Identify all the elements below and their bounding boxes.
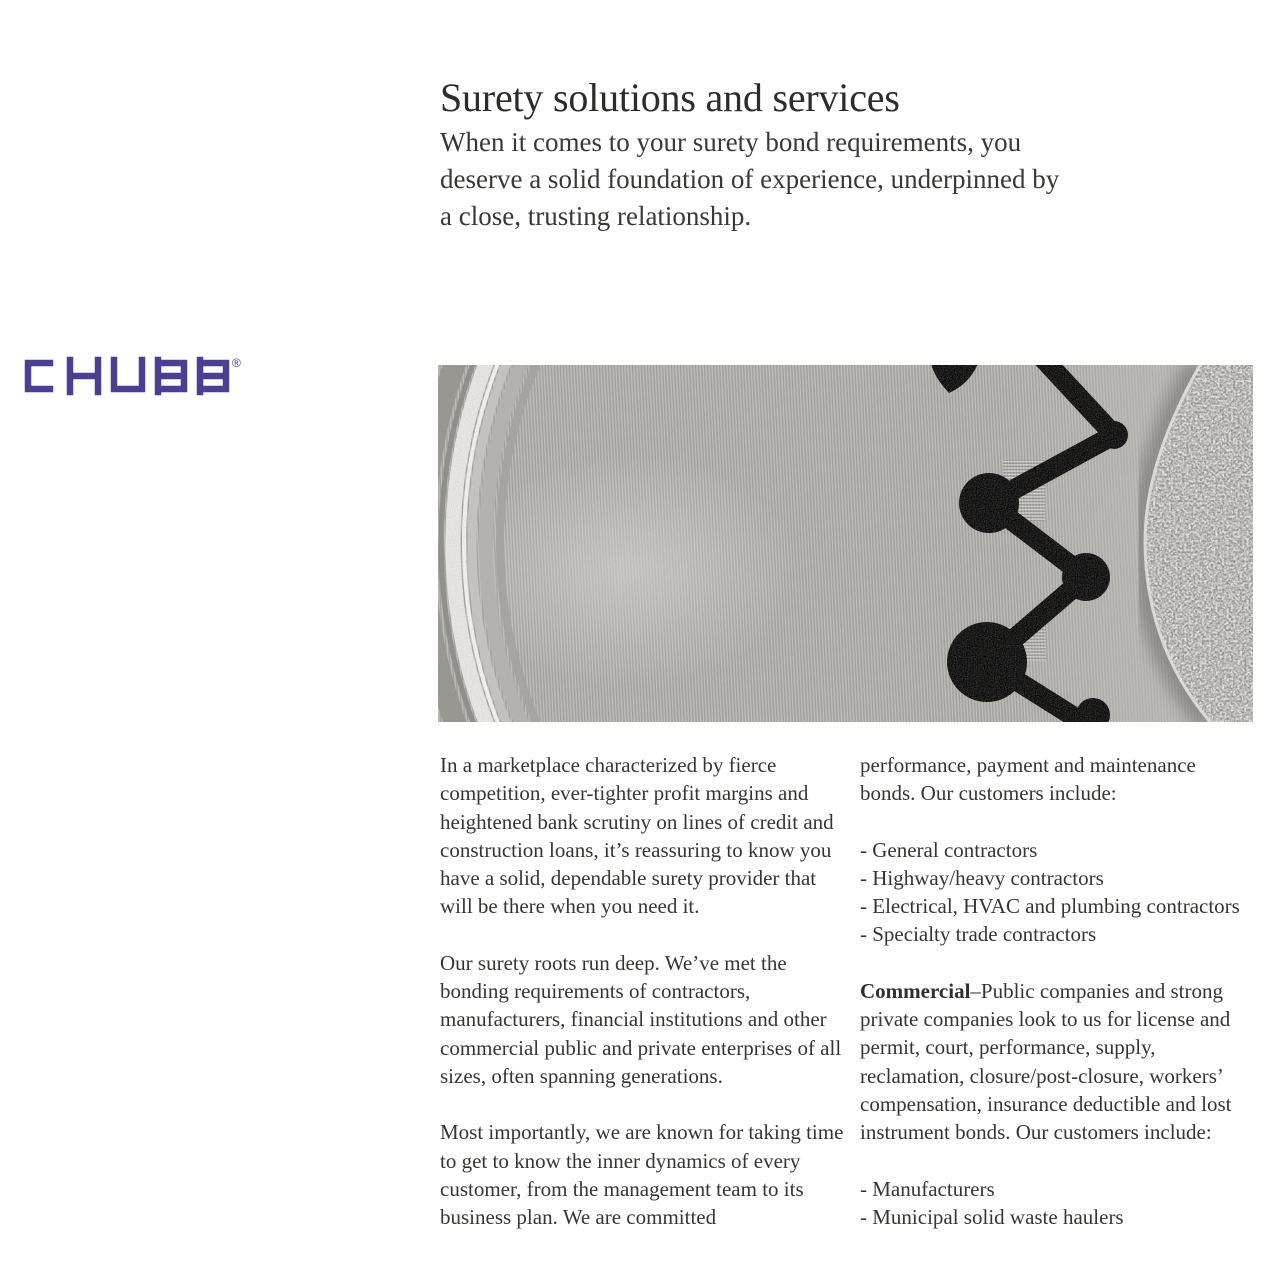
- paragraph: Most importantly, we are known for taking time to get to know the inner dynamics of every customer, from the management team to its business plan. We are committed: [440, 1120, 844, 1230]
- subtitle-line: deserve a solid foundation of experience, underpinned by: [440, 164, 1060, 194]
- subtitle-line: a close, trusting relationship.: [440, 201, 752, 231]
- registered-mark: ®: [232, 356, 241, 370]
- commercial-customer-list: [860, 1175, 1255, 1232]
- list-item: - Electrical, HVAC and plumbing contractors: [860, 894, 1240, 919]
- gear-photo-image: [438, 365, 1253, 722]
- list-item: - Municipal solid waste haulers: [860, 1204, 1124, 1229]
- body-column-left: [440, 751, 848, 1259]
- list-item: - General contractors: [860, 837, 1038, 862]
- list-item: - Manufacturers: [860, 1176, 995, 1201]
- page-title: Surety solutions and services: [440, 74, 900, 120]
- commercial-label: Commercial: [860, 978, 971, 1003]
- subtitle-line: When it comes to your surety bond requirements, you: [440, 127, 1022, 157]
- list-item: - Highway/heavy contractors: [860, 865, 1104, 890]
- paragraph: Our surety roots run deep. We’ve met the bonding requirements of contractors, manufacturers, financial institutions and other commercial public and private enterprises of all sizes, often spanning generations.: [440, 950, 842, 1088]
- chubb-wordmark-icon: [20, 356, 230, 396]
- paragraph: performance, payment and maintenance bonds. Our customers include:: [860, 753, 1196, 806]
- commercial-paragraph: [860, 977, 1255, 1147]
- list-item: - Specialty trade contractors: [860, 922, 1097, 947]
- contractor-list: [860, 836, 1255, 949]
- paragraph: In a marketplace characterized by fierce competition, ever-tighter profit margins and heightened bank scrutiny on lines of credit and construction loans, it’s reassuring to know you have a solid, dependable surety provider that will be there when you need it.: [440, 753, 834, 919]
- gear-photo: [438, 365, 1253, 722]
- body-column-right: [860, 751, 1255, 1259]
- commercial-text: –Public companies and strong private companies look to us for license and permit, court, performance, supply, reclamation, closure/post-closure, workers’ compensation, insurance deductible and lost instrument bonds. Our customers include:: [860, 978, 1232, 1145]
- page-subtitle: [440, 124, 1220, 235]
- chubb-logo: [20, 356, 250, 400]
